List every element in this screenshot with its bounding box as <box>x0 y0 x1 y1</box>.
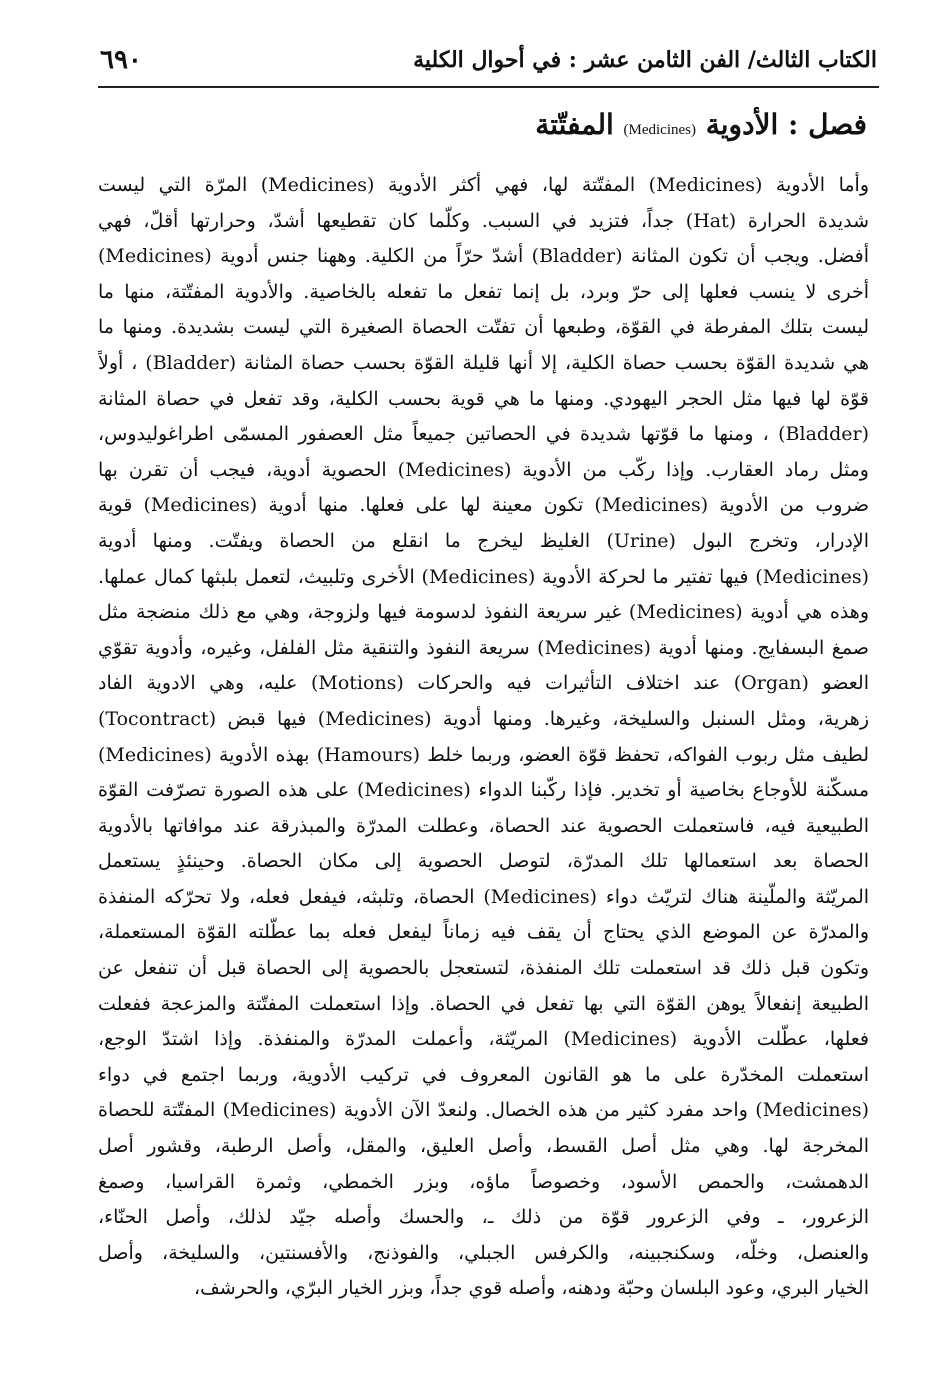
text-line: (Medicines) واحد مفرد كثير من هذه الخصال. ولنعدّ الآن الأدوية (Medicines) المفتّتة للحصاة <box>98 1099 869 1122</box>
text-line: المخرجة لها. وهي مثل أصل القسط، وأصل العليق، والمقل، وأصل الرطبة، وقشور أصل <box>98 1135 869 1158</box>
text-line: والعنصل، وخلّه، وسكنجبينه، والكرفس الجبلي، والفوذنج، والأفسنتين، والسليخة، وأصل <box>98 1241 869 1264</box>
text-line: ليست بتلك المفرطة في القوّة، وطبعها أن تفتّت الحصاة الصغيرة التي ليست بشديدة. ومنها ما <box>98 316 869 339</box>
text-line: (Medicines) فيها تفتير ما لحركة الأدوية (Medicines) الأخرى وتلبيث، لتعمل بلبثها كمال عملها. <box>98 565 869 588</box>
text-line: وهذه هي أدوية (Medicines) غير سريعة النفوذ لدسومة فيها ولزوجة، وهي مع ذلك منضجة مثل <box>98 601 869 624</box>
section-title-latin: (Medicines) <box>623 122 696 138</box>
running-head <box>100 40 877 80</box>
text-line: العضو (Organ) عند اختلاف التأثيرات فيه والحركات (Motions) عليه، وهي الادوية الفاد <box>98 672 869 695</box>
text-line: المريّثة والملّينة هناك لتريّث دواء (Medicines) الحصاة، وتلبثه، فيفعل فعله، ولا تحرّكه المنفذة <box>98 885 869 908</box>
page-number: ٦٩٠ <box>100 45 142 75</box>
text-line: أفضل. ويجب أن تكون المثانة (Bladder) أشدّ حرّاً من الكلية. وههنا جنس أدوية (Medicines) <box>98 245 869 268</box>
text-line: ضروب من الأدوية (Medicines) تكون معينة لها على فعلها. منها أدوية (Medicines) قوية <box>98 494 869 517</box>
section-title-suffix: المفتّتة <box>535 108 614 141</box>
text-line: الدهمشت، والحمص الأسود، وخصوصاً ماؤه، وبزر الخمطي، وثمرة القراسيا، وصمغ <box>98 1170 869 1193</box>
text-line: لطيف مثل ربوب الفواكه، تحفظ قوّة العضو، وربما خلط (Hamours) بهذه الأدوية (Medicines) <box>98 743 869 766</box>
text-line: شديدة الحرارة (Hat) جداً، فتزيد في السبب. وكلّما كان تقطيعها أشدّ، وحرارتها أقلّ، فهي <box>98 209 869 232</box>
text-line: قوّة لها فيها مثل الحجر اليهودي. ومنها ما هي قوية بحسب الكلية، وقد تفعل في حصاة المثانة <box>98 387 869 410</box>
text-line: الطبيعة إنفعالاً يوهن القوّة التي بها تفعل في الحصاة. وإذا استعملت المفتّتة والمزعجة ففعلت <box>98 992 869 1015</box>
text-line: وأما الأدوية (Medicines) المفتّتة لها، فهي أكثر الأدوية (Medicines) المرّة التي ليست <box>98 174 869 196</box>
body-paragraph <box>98 168 869 1307</box>
text-line: الحصاة بعد استعمالها تلك المدرّة، لتوصل الحصوية إلى مكان الحصاة. وحينئذٍ يستعمل <box>98 850 869 873</box>
text-line: صمغ البسفايج. ومنها أدوية (Medicines) سريعة النفوذ والتنقية مثل الفلفل، وغيره، وأدوية تقوّي <box>98 636 869 659</box>
running-title: الكتاب الثالث/ الفن الثامن عشر : في أحوال الكلية <box>413 47 877 73</box>
text-line: ومثل رماد العقارب. وإذا ركّب من الأدوية (Medicines) الحصوية أدوية، فيجب أن تقرن بها <box>98 458 869 481</box>
text-line: الإدرار، وتخرج البول (Urine) الغليظ ليخرج ما انقلع من الحصاة ويفتّت. ومنها أدوية <box>98 529 869 552</box>
header-divider <box>98 86 879 88</box>
text-line: وتكون قبل ذلك قد استعملت تلك المنفذة، لتستعجل بالحصوية إلى الحصاة قبل أن تنفعل عن <box>98 957 869 980</box>
text-line: مسكّنة للأوجاع بخاصية أو تخدير. فإذا ركّبنا الدواء (Medicines) على هذه الصورة تصرّفت القوّة <box>98 779 869 802</box>
section-title <box>535 108 867 141</box>
text-line: أخرى لا ينسب فعلها إلى حرّ وبرد، بل إنما تفعل ما تفعله بالخاصية. والأدوية المفتّتة، منها ما <box>98 280 869 303</box>
text-line: الزعرور، ـ وفي الزعرور قوّة من ذلك ـ، والحسك وأصله جيّد لذلك، وأصل الحنّاء، <box>98 1206 869 1229</box>
text-line: الطبيعية فيه، فاستعملت الحصوية عند الحصاة، وعطلت المدرّة والمبذرقة عند موافاتها بالأدوية <box>98 814 869 837</box>
text-line: استعملت المخدّرة على ما هو القانون المعروف في تركيب الأدوية، وربما اجتمع في دواء <box>98 1063 869 1086</box>
section-title-prefix: فصل : الأدوية <box>705 108 867 141</box>
text-line: الخيار البري، وعود البلسان وحبّة ودهنه، وأصله قوي جداً، وبزر الخيار البرّي، والحرشف، <box>193 1277 869 1300</box>
text-line: فعلها، عطّلت الأدوية (Medicines) المريّثة، وأعملت المدرّة والمنفذة. وإذا اشتدّ الوجع، <box>98 1028 869 1051</box>
text-line: (Bladder) ، ومنها ما قوّتها شديدة في الحصاتين جميعاً مثل العصفور المسمّى اطراغوليدوس، <box>98 423 869 446</box>
text-line: هي شديدة القوّة بحسب حصاة الكلية، إلا أنها قليلة القوّة بحسب حصاة المثانة (Bladder) ، أولاً <box>98 351 869 374</box>
text-line: زهرية، ومثل السنبل والسليخة، وغيرها. ومنها أدوية (Medicines) فيها قبض (Tocontract) <box>98 707 869 730</box>
text-line: والمدرّة عن الموضع الذي يحتاج أن يقف فيه زماناً ليفعل فعله بما عطّلته القوّة المستعملة، <box>98 921 869 944</box>
